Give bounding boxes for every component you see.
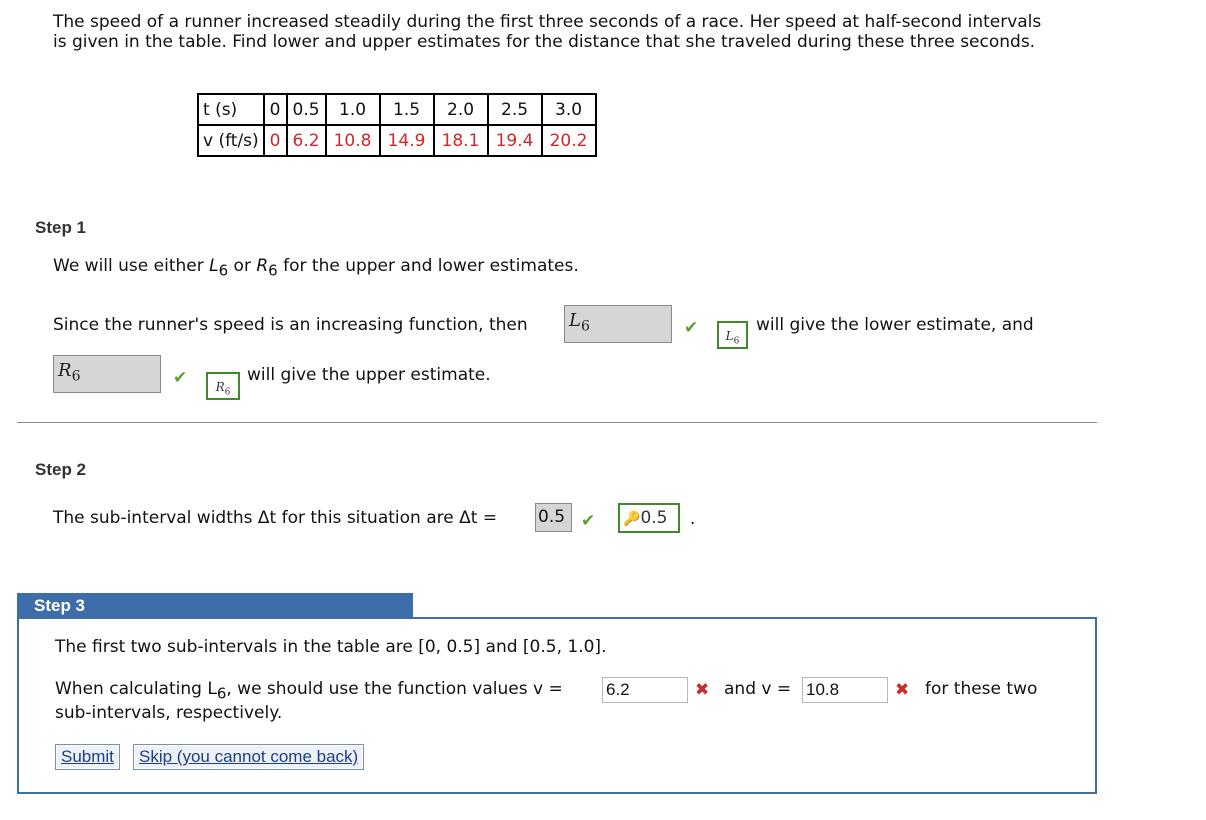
table-row [198,94,596,125]
check-icon: ✔ [581,511,596,531]
table-cell: 20.2 [542,125,596,156]
step2-period: . [690,509,696,529]
table-row [198,125,596,156]
table-cell: 2.0 [434,94,488,125]
step3-line3: sub-intervals, respectively. [55,703,283,723]
answer-box-lower-symbol: L [569,310,581,331]
cross-icon: ✖ [695,680,710,700]
step1-line1-pre: We will use either [53,256,210,276]
problem-statement: The speed of a runner increased steadily during the first three seconds of a race. Her speed at half-second intervals is given in the table. Find lower and upper estimates for the distance that she traveled during these three seconds. [53,12,1042,52]
step3-line2-mid: , we should use the function values v = [226,679,563,699]
value-input-1[interactable]: 6.2 [602,677,688,703]
correct-answer-upper-sub: 6 [224,387,231,398]
submit-button[interactable]: Submit [55,744,120,770]
step3-l6-sub: 6 [216,684,227,703]
value-input-2[interactable]: 10.8 [802,677,888,703]
answer-box-upper[interactable] [53,355,161,393]
correct-answer-upper [206,372,240,400]
divider [17,422,1097,423]
correct-answer-delta-t [618,503,680,533]
check-icon: ✔ [684,318,699,338]
table-cell: 0.5 [287,94,326,125]
step1-or: or [228,256,257,276]
delta-t-answer[interactable]: 0.5 [535,503,572,532]
table-header-t: t (s) [198,94,264,125]
table-cell: 1.5 [380,94,434,125]
table-header-v: v (ft/s) [198,125,264,156]
step1-label: Step 1 [35,218,87,237]
l6-sub: 6 [218,261,229,280]
data-table [197,93,597,157]
step1-line2-pre: Since the runner's speed is an increasing function, then [53,315,528,335]
l6-symbol: L [209,256,219,276]
answer-box-lower-sub: 6 [580,318,590,335]
correct-answer-lower [717,321,748,349]
table-cell: 2.5 [488,94,542,125]
step2-label: Step 2 [35,460,87,479]
table-cell: 14.9 [380,125,434,156]
answer-box-upper-symbol: R [58,360,72,381]
table-cell: 18.1 [434,125,488,156]
step3-tab: Step 3 [17,593,413,618]
table-cell: 19.4 [488,125,542,156]
step1-line2-post: will give the lower estimate, and [756,315,1034,335]
step2-text: The sub-interval widths Δt for this situation are Δt = [53,508,498,528]
table-cell: 1.0 [326,94,380,125]
table-cell: 3.0 [542,94,596,125]
step1-line1-post: for the upper and lower estimates. [277,256,579,276]
step3-line2-text: When calculating L [55,679,217,699]
correct-answer-delta-t-value: 0.5 [640,508,668,528]
correct-answer-upper-symbol: R [215,380,225,394]
and-v-label: and v = [724,679,792,699]
correct-answer-lower-symbol: L [725,329,734,343]
check-icon: ✔ [173,368,188,388]
r6-sub: 6 [268,261,278,280]
step3-line2-post: for these two [925,679,1038,699]
cross-icon: ✖ [895,680,910,700]
step3-line2-pre [55,679,563,702]
step3-line1: The first two sub-intervals in the table are [0, 0.5] and [0.5, 1.0]. [55,637,607,657]
key-icon: 🔑 [623,511,641,527]
correct-answer-lower-sub: 6 [733,336,740,347]
step1-line1 [53,256,579,279]
skip-button[interactable]: Skip (you cannot come back) [133,744,364,770]
table-cell: 0 [264,125,287,156]
table-cell: 10.8 [326,125,380,156]
table-cell: 6.2 [287,125,326,156]
step1-line3-post: will give the upper estimate. [247,365,491,385]
table-cell: 0 [264,94,287,125]
answer-box-lower[interactable] [564,305,672,343]
answer-box-upper-sub: 6 [71,368,81,385]
r6-symbol: R [256,256,269,276]
